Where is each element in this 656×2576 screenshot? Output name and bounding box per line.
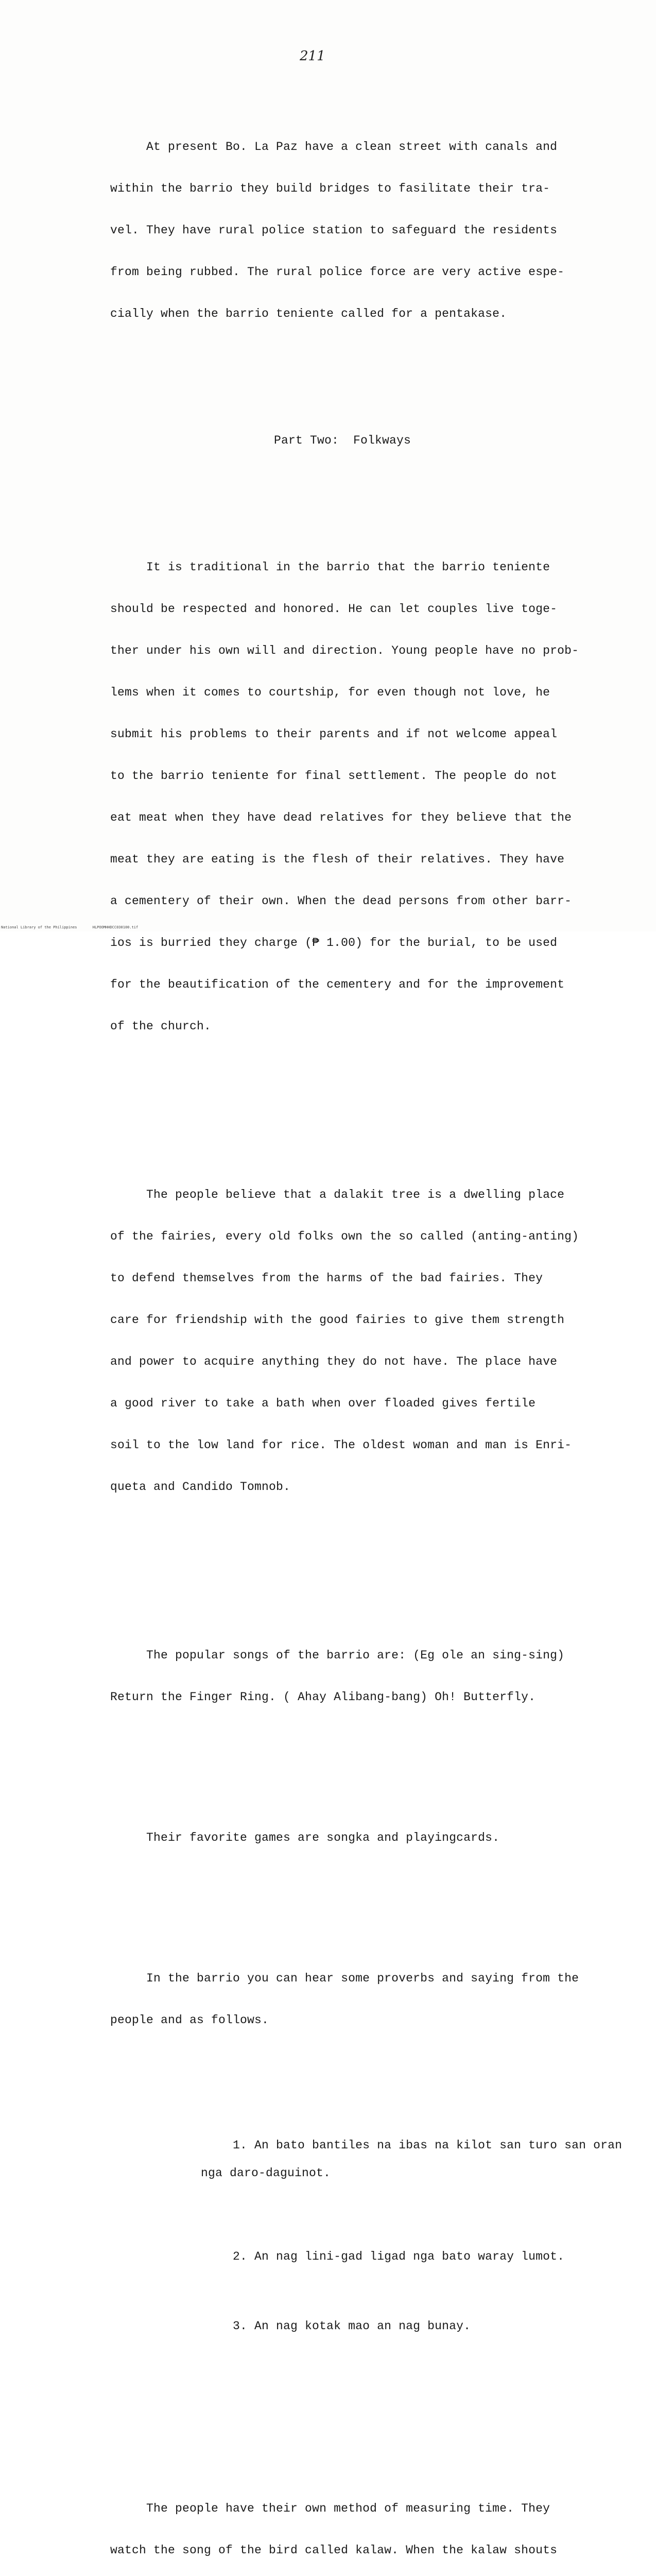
- scan-footer: [1, 925, 151, 929]
- document-body: [110, 84, 630, 2576]
- text-line: a good river to take a bath when over floaded gives fertile: [110, 1397, 536, 1410]
- text-line: At present Bo. La Paz have a clean street with canals and: [110, 140, 558, 154]
- paragraph-present-conditions: [110, 112, 630, 349]
- text-line: soil to the low land for rice. The oldest woman and man is Enri-: [110, 1438, 572, 1452]
- paragraph-songs: [110, 1621, 630, 1732]
- footer-source: National Library of the Philippines: [1, 925, 77, 929]
- paragraph-games: Their favorite games are songka and playingcards.: [110, 1831, 500, 1844]
- text-line: Return the Finger Ring. ( Ahay Alibang-bang) Oh! Butterfly.: [110, 1690, 536, 1704]
- text-line: of the church.: [110, 1020, 212, 1033]
- text-line: to the barrio teniente for final settlement. The people do not: [110, 769, 558, 783]
- proverb-text: 1. An bato bantiles na ibas na kilot san turo san oran: [233, 2139, 623, 2152]
- text-line: meat they are eating is the flesh of their relatives. They have: [110, 853, 565, 866]
- section-heading: Part Two: Folkways: [274, 434, 411, 447]
- text-line: should be respected and honored. He can let couples live toge-: [110, 602, 558, 616]
- text-line: watch the song of the bird called kalaw. When the kalaw shouts: [110, 2544, 558, 2557]
- text-line: from being rubbed. The rural police force are very active espe-: [110, 265, 565, 279]
- text-line: eat meat when they have dead relatives for they believe that the: [110, 811, 572, 824]
- text-line: to defend themselves from the harms of the bad fairies. They: [110, 1272, 543, 1285]
- text-line: The people believe that a dalakit tree is a dwelling place: [110, 1188, 565, 1201]
- paragraph-time-measurement: [110, 2474, 630, 2576]
- text-line: for the beautification of the cementery and for the improvement: [110, 978, 565, 991]
- text-line: ios is burried they charge (₱ 1.00) for the burial, to be used: [110, 936, 558, 950]
- text-line: lems when it comes to courtship, for even though not love, he: [110, 686, 550, 699]
- text-line: care for friendship with the good fairies to give them strength: [110, 1313, 565, 1327]
- text-line: ther under his own will and direction. Young people have no prob-: [110, 644, 579, 657]
- list-item: [110, 2306, 630, 2347]
- text-line: within the barrio they build bridges to fasilitate their tra-: [110, 182, 550, 195]
- proverb-text: 2. An nag lini-gad ligad nga bato waray lumot.: [233, 2250, 565, 2263]
- list-item: [110, 2236, 630, 2278]
- proverb-continuation: nga daro-daguinot.: [201, 2166, 331, 2180]
- text-line: The people have their own method of measuring time. They: [110, 2502, 550, 2515]
- page-number: 211: [300, 48, 325, 64]
- text-line: It is traditional in the barrio that the barrio teniente: [110, 561, 550, 574]
- text-line: queta and Candido Tomnob.: [110, 1480, 291, 1494]
- list-item: [110, 2125, 630, 2208]
- text-line: a cementery of their own. When the dead persons from other barr-: [110, 894, 572, 908]
- text-line: cially when the barrio teniente called for a pentakase.: [110, 307, 507, 320]
- text-line: people and as follows.: [110, 2013, 269, 2027]
- proverbs-list: [110, 2097, 630, 2375]
- footer-filename: HLPOOMHHDCC030100.tif: [92, 925, 139, 929]
- text-line: and power to acquire anything they do not have. The place have: [110, 1355, 558, 1368]
- text-line: of the fairies, every old folks own the so called (anting-anting): [110, 1230, 579, 1243]
- paragraph-traditions: [110, 533, 630, 1061]
- paragraph-beliefs: [110, 1160, 630, 1522]
- text-line: submit his problems to their parents and if not welcome appeal: [110, 727, 558, 741]
- text-line: vel. They have rural police station to safeguard the residents: [110, 224, 558, 237]
- text-line: In the barrio you can hear some proverbs and saying from the: [110, 1972, 579, 1985]
- text-line: The popular songs of the barrio are: (Eg ole an sing-sing): [110, 1649, 565, 1662]
- paragraph-proverbs-intro: [110, 1944, 630, 2055]
- proverb-text: 3. An nag kotak mao an nag bunay.: [233, 2319, 471, 2333]
